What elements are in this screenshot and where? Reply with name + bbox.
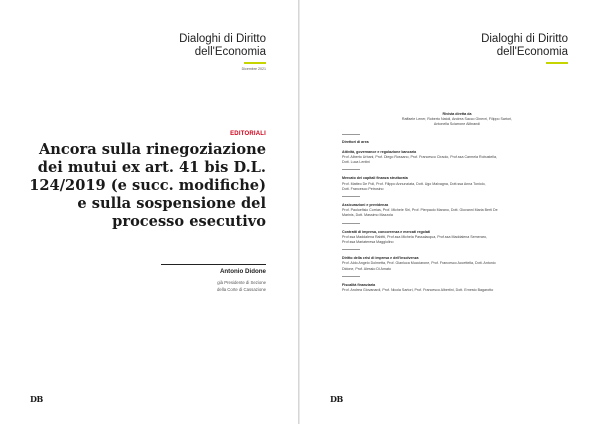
directors-line: Raffaele Lener, Roberto Natoli, Andrea Sacco Ginevri, Filippo Sartori, (401, 117, 513, 122)
group-title: Mercato dei capitali finanza strutturata (342, 176, 408, 181)
board-directors (342, 112, 572, 128)
group-line: Dott. Francesco Petrosino (342, 186, 384, 191)
author-divider (161, 264, 266, 265)
board-group (342, 230, 572, 251)
db-logo: DB (330, 394, 343, 404)
group-line: Dott. Luca Lentini (342, 160, 370, 165)
group-line: Prof. Matteo De Poli, Prof. Filippo Annunziata, Dott. Ugo Malvagna, Dott.ssa Anna Toniolo, (342, 181, 486, 186)
right-page (300, 0, 600, 424)
group-line: Prof. Andrea Giovanardi, Prof. Nicola Sartori, Prof. Francesco Albertini, Dott. Ernesto Bagarotto (342, 288, 494, 293)
brand-line-2: dell'Economia (194, 46, 266, 58)
issue-date: Dicembre 2021 (241, 67, 266, 71)
author-role (217, 279, 266, 293)
group-title: Diritto della crisi di impresa e dell'insolvenza (342, 256, 419, 261)
area-directors-label: Direttori di area (342, 139, 369, 144)
group-rule (342, 276, 360, 277)
author-name: Antonio Didone (219, 268, 266, 275)
section-rule (342, 134, 360, 135)
editorial-board (342, 112, 572, 299)
title-line: e sulla sospensione del (77, 195, 266, 212)
board-group (342, 150, 572, 171)
group-title: Fiscalità finanziaria (342, 282, 376, 287)
group-title: Attività, governance e regolazione bancaria (342, 149, 417, 154)
group-line: Prof. Alberto Urbani, Prof. Diego Rossano, Prof. Francesco Ciraolo, Prof.ssa Carmela Robustella, (342, 155, 497, 160)
brand-accent-bar (546, 62, 568, 64)
brand-line-1: Dialoghi di Diritto (179, 33, 266, 45)
group-line: Marinis, Dott. Massimo Mazzola (342, 213, 393, 218)
board-group (342, 256, 572, 277)
group-rule (342, 223, 360, 224)
board-group (342, 176, 572, 197)
article-title (16, 141, 266, 231)
group-title: Assicurazioni e previdenza (342, 203, 389, 208)
group-line: Didone, Prof. Alessio Di Amato (342, 266, 391, 271)
brand-line-1: Dialoghi di Diritto (481, 33, 568, 45)
db-logo: DB (30, 394, 43, 404)
title-line: Ancora sulla rinegoziazione (38, 141, 266, 158)
directors-line: Antonella Sciarrone Alibrandi (433, 122, 481, 127)
title-line: processo esecutivo (112, 213, 266, 230)
journal-brand (481, 33, 568, 59)
board-group (342, 283, 572, 293)
group-title: Contratti di impresa, concorrenza e mercati regolati (342, 229, 431, 234)
group-rule (342, 196, 360, 197)
brand-line-2: dell'Economia (496, 46, 568, 58)
title-line: 124/2019 (e succ. modifiche) (29, 177, 266, 194)
board-group (342, 203, 572, 224)
board-label: Rivista diretta da (442, 112, 472, 116)
title-line: dei mutui ex art. 41 bis D.L. (37, 159, 266, 176)
left-page (0, 0, 299, 424)
group-line: Prof.ssa Mariateresa Maggiolino (342, 240, 394, 245)
brand-accent-bar (244, 62, 266, 64)
group-rule (342, 249, 360, 250)
author-role-line: della Corte di Cassazione (217, 287, 266, 292)
journal-brand (179, 33, 266, 59)
author-role-line: già Presidente di Sezione (217, 280, 266, 285)
section-label: EDITORIALI (230, 131, 266, 137)
group-line: Prof. Aldo Angelo Dolmetta, Prof. Gianluca Mucciarone, Prof. Francesco Accettella, Dott. Antonio (342, 261, 496, 266)
group-rule (342, 169, 360, 170)
group-line: Prof. Paoloefisio Corrias, Prof. Michele Siri, Prof. Pierpaolo Marano, Dott. Giovanni Maria Berti De (342, 208, 498, 213)
group-line: Prof.ssa Maddalena Rabitti, Prof.ssa Michela Passalacqua, Prof.ssa Maddalena Semeraro, (342, 234, 488, 239)
